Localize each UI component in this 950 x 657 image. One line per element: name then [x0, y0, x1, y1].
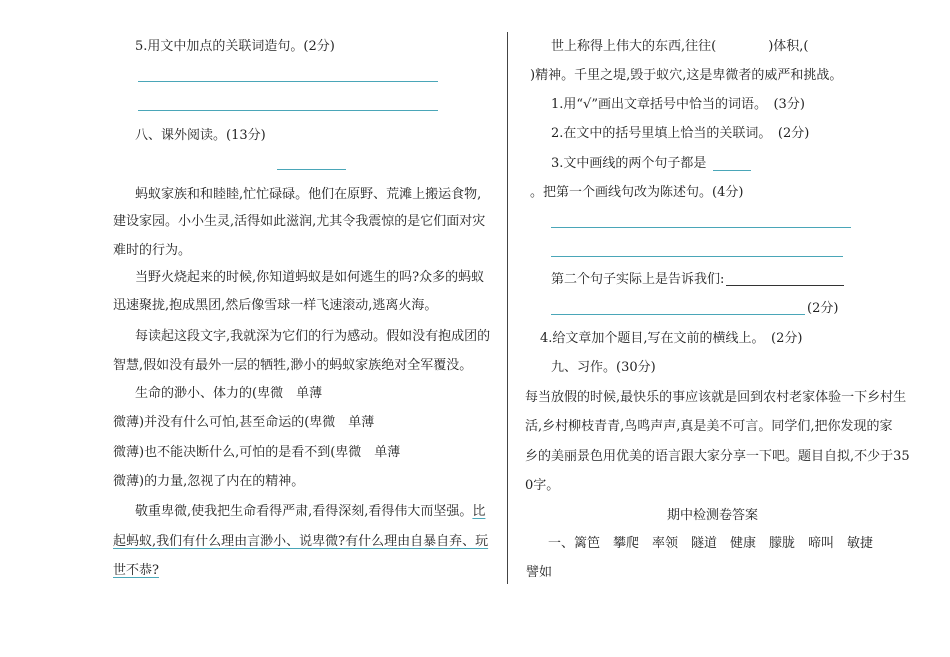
- question-2: 2.在文中的括号里填上恰当的关联词。 (2分): [551, 126, 810, 141]
- question-1: 1.用“√”画出文章括号中恰当的词语。 (3分): [551, 97, 805, 112]
- writing-prompt-line: 每当放假的时候,最快乐的事应该就是回到农村老家体验一下乡村生: [525, 390, 907, 405]
- passage-line: 微薄)也不能决断什么,可怕的是看不到(卑微 单薄: [113, 445, 401, 460]
- answer-line: [138, 110, 438, 111]
- passage-line: 蚂蚁家族和和睦睦,忙忙碌碌。他们在原野、荒滩上搬运食物,: [135, 187, 482, 202]
- question-4: 4.给文章加个题目,写在文前的横线上。 (2分): [540, 331, 803, 346]
- section-8-heading: 八、课外阅读。(13分): [135, 128, 266, 143]
- passage-line: 世上称得上伟大的东西,往往( )体积,(: [551, 39, 809, 54]
- passage-line: )精神。千里之堤,毁于蚁穴,这是卑微者的威严和挑战。: [530, 68, 843, 83]
- underlined-sentence: 世不恭?: [113, 563, 159, 578]
- passage-line: 当野火烧起来的时候,你知道蚂蚁是如何逃生的吗?众多的蚂蚁: [135, 270, 485, 285]
- answer-key-title: 期中检测卷答案: [667, 508, 759, 523]
- question-3-part2: 第二个句子实际上是告诉我们:: [551, 272, 725, 287]
- passage-line: 建设家园。小小生灵,活得如此滋润,尤其令我震惊的是它们面对灾: [113, 214, 486, 229]
- question-3-points: (2分): [807, 301, 839, 316]
- question-5: 5.用文中加点的关联词造句。(2分): [135, 39, 335, 54]
- answer-key-line: 譬如: [526, 565, 553, 580]
- question-3-text: 。把第一个画线句改为陈述句。(4分): [530, 185, 744, 200]
- passage-line: 智慧,假如没有最外一层的牺牲,渺小的蚂蚁家族绝对全军覆没。: [113, 358, 473, 373]
- column-divider: [507, 32, 508, 584]
- passage-line: 每读起这段文字,我就深为它们的行为感动。假如没有抱成团的: [135, 329, 491, 344]
- passage-line: 微薄)并没有什么可怕,甚至命运的(卑微 单薄: [113, 415, 375, 430]
- passage-line: 敬重卑微,使我把生命看得严肃,看得深刻,看得伟大而坚强。比: [135, 504, 486, 519]
- answer-line: [138, 81, 438, 82]
- passage-line: 难时的行为。: [113, 243, 192, 258]
- answer-line: [551, 227, 851, 228]
- answer-key-line: 一、篱笆 攀爬 率领 隧道 健康 朦胧 啼叫 敏捷: [548, 536, 874, 551]
- answer-line: [551, 256, 843, 257]
- answer-blank-line: [713, 170, 751, 171]
- answer-blank-line: [726, 285, 844, 286]
- passage-line: 微薄)的力量,忽视了内在的精神。: [113, 474, 305, 489]
- question-3: 3.文中画线的两个句子都是: [551, 156, 707, 171]
- section-9-heading: 九、习作。(30分): [551, 360, 656, 375]
- answer-line: [551, 314, 805, 315]
- title-blank-line: [277, 169, 346, 170]
- writing-prompt-line: 乡的美丽景色用优美的语言跟大家分享一下吧。题目自拟,不少于35: [525, 449, 910, 464]
- underlined-sentence: 起蚂蚁,我们有什么理由言渺小、说卑微?有什么理由自暴自弃、玩: [113, 534, 489, 549]
- writing-prompt-line: 活,乡村柳枝青青,鸟鸣声声,真是美不可言。同学们,把你发现的家: [525, 419, 893, 434]
- underlined-sentence: 比: [472, 504, 486, 519]
- passage-line: 迅速聚拢,抱成黑团,然后像雪球一样飞速滚动,逃离火海。: [113, 298, 438, 313]
- writing-prompt-line: 0字。: [525, 478, 560, 493]
- passage-line: 生命的渺小、体力的(卑微 单薄: [135, 386, 323, 401]
